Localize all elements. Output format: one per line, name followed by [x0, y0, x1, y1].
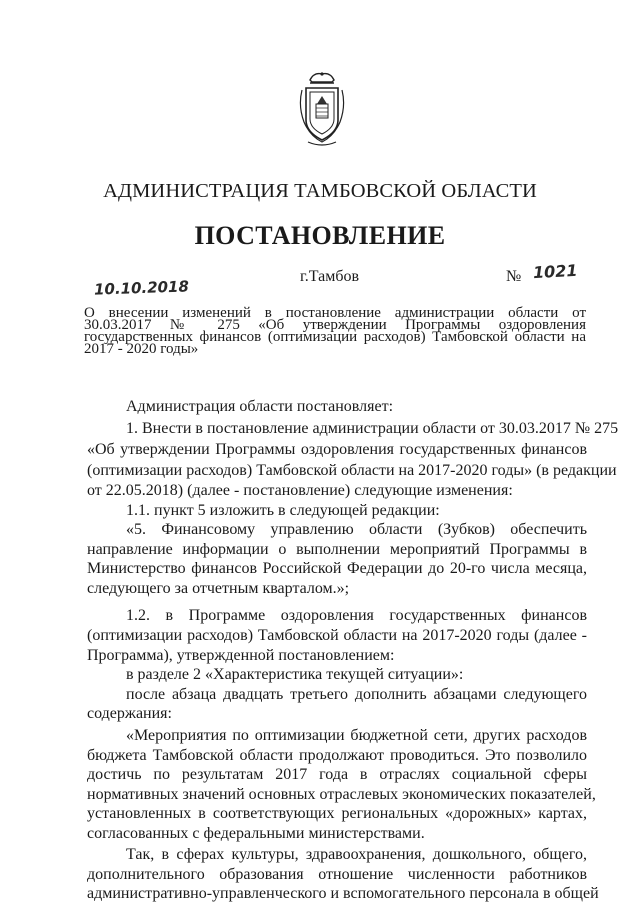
document-subject: О внесении изменений в постановление администрации области от 30.03.2017 № 275 «Об утверждении Программы оздоровления государственных финансов (оптимизации расходов) Тамбовской области на 2017 - 2020 годы»: [84, 305, 586, 357]
body-line: достичь по результатам 2017 года в отраслях социальной сферы: [87, 766, 587, 783]
number-sign: №: [506, 268, 522, 285]
body-line: бюджета Тамбовской области продолжают проводиться. Это позволило: [87, 747, 587, 764]
body-line: (оптимизации расходов) Тамбовской области на 2017-2020 годы» (в редакции: [87, 462, 617, 479]
body-line: после абзаца двадцать третьего дополнить абзацами следующего: [126, 686, 587, 703]
handwritten-number: 1021: [532, 260, 578, 283]
body-line: Программа), утвержденной постановлением:: [87, 647, 395, 664]
body-line: следующего за отчетным кварталом.»;: [87, 580, 350, 597]
city-name: г.Тамбов: [300, 268, 360, 285]
document-type-title: ПОСТАНОВЛЕНИЕ: [194, 221, 446, 250]
body-line: в разделе 2 «Характеристика текущей ситуации»:: [126, 666, 464, 683]
body-line: «Об утверждении Программы оздоровления государственных финансов: [87, 441, 587, 458]
body-line: 1.2. в Программе оздоровления государственных финансов: [126, 607, 587, 624]
body-line: «Мероприятия по оптимизации бюджетной сети, других расходов: [126, 727, 587, 744]
handwritten-date: 10.10.2018: [93, 277, 190, 299]
body-line: содержания:: [87, 705, 172, 722]
body-line: нормативных значений основных отраслевых экономических показателей,: [87, 786, 596, 803]
body-line: направление информации о выполнении мероприятий Программы в: [87, 541, 587, 558]
body-line: Администрация области постановляет:: [126, 398, 394, 415]
coat-of-arms-icon: [296, 70, 348, 148]
body-line: административно-управленческого и вспомогательного персонала в общей: [87, 885, 599, 902]
organization-name: АДМИНИСТРАЦИЯ ТАМБОВСКОЙ ОБЛАСТИ: [103, 180, 537, 202]
body-line: «5. Финансовому управлению области (Зубков) обеспечить: [126, 521, 587, 538]
body-line: (оптимизации расходов) Тамбовской области на 2017-2020 годы (далее -: [87, 627, 587, 644]
body-line: дополнительного образования отношение численности работников: [87, 866, 587, 883]
body-line: Так, в сферах культуры, здравоохранения, дошкольного, общего,: [126, 846, 587, 863]
body-line: 1. Внести в постановление администрации области от 30.03.2017 № 275: [126, 420, 619, 437]
body-line: от 22.05.2018) (далее - постановление) следующие изменения:: [87, 482, 513, 499]
body-line: Министерство финансов Российской Федерации до 20-го числа месяца,: [87, 560, 587, 577]
body-line: согласованных с федеральными министерствами.: [87, 825, 425, 842]
body-line: 1.1. пункт 5 изложить в следующей редакции:: [126, 502, 440, 519]
body-line: установленных в соответствующих региональных «дорожных» картах,: [87, 805, 587, 822]
